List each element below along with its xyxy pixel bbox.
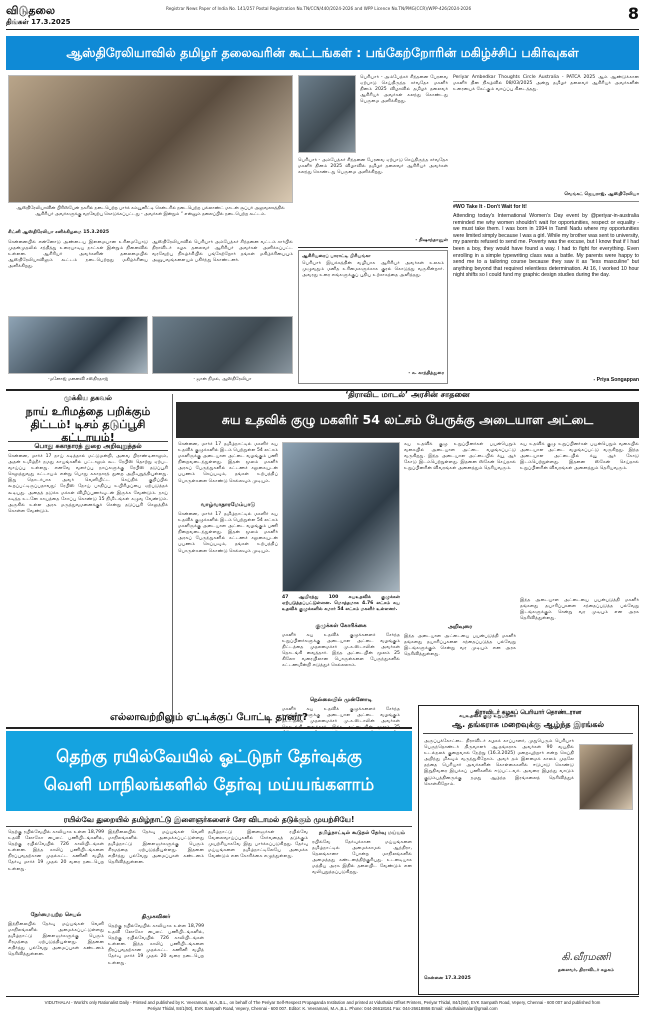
story4-body-col1-2: இந்நிலையில் தேர்வு மய்யங்கள் வெளி மாநிலங்களில் அமைக்கப்பட்டுள்ளது தமிழ்நாட்டு இளைஞர்களுக்கு பெரும் சிரமத்தை ஏற்படுத்தியுள்ளது. இதனை எதிர்த்து பல்வேறு அமைப்புகள் கண்டனம் தெரிவித்துள்ளன.: [8, 922, 104, 958]
story3-body-left: சென்னை, மார்ச் 17 தமிழ்நாட்டில் மகளிர் சுய உதவிக் குழுக்களில் இடம் பெற்றுள்ள 54 லட்சம் மகளிருக்கு அடையாள அட்டை வழங்கும் பணி நிறைவடைந்துள்ளது. இதன் மூலம் மகளிர் அரசுப் பேருந்துகளில் கட்டணச் சலுகையுடன் பயணம் செய்யவும், தங்கள் உற்பத்திப் பொருள்களை கொண்டு செல்லவும் முடியும்.: [178, 442, 278, 484]
tribute-body: அருப்புக்கோட்டை திராவிடர் கழகக் காப்பாளர், முதுபெரும் பெரியார் பெருந்தொண்டர் திருவாளர் ஆ.தங்கராசு அவர்கள் 90 வயதில் உடல்நலக் குறைவால் நேற்று (16.3.2025) மறைவுற்றார் என்ற செய்தி அறிந்து மிகவும் வருந்துகிறோம். அவர் தம் இளமைக் காலம் முதலே தந்தை பெரியார் அவர்களின் கொள்கைகளில் ஈடுபாடு கொண்டு இறுதிவரை இயக்கப் பணிகளில் ஈடுபட்டவர். அவரை இழந்து வாடும் குடும்பத்தினருக்கு நமது ஆழ்ந்த இரங்கலைத் தெரிவித்துக் கொள்கிறோம்.: [424, 739, 574, 787]
story3-body-mid-2: மகளிர் சுய உதவிக் குழுக்களைச் சேர்ந்த உறுப்பினர்களுக்கு அடையாள அட்டை வழங்கும் திட்டத்தை முதலமைச்சர் மு.க.ஸ்டாலின் அவர்கள்: [282, 707, 400, 725]
story2-headline: நாய் உரிமத்தை பறிக்கும் திட்டம்! டிசம் தடுப்பூசி கட்டாயம்!: [25, 405, 151, 444]
meeting-photo-2: [8, 316, 148, 374]
story3-subhead-left: வாழ்வாதாரமேம்பாடு: [200, 502, 256, 508]
tribute-sign-title: தலைவர், திராவிடர் கழகம்: [558, 968, 614, 973]
story3-photo-caption: 47 ஆயிரத்து 100 சுயஉதவிக் குழுக்கள் ஏற்படுத்தப்பட்டுள்ளன. மொத்தமாக 4.76 லட்சம் சுய உதவிக் குழுக்களில் சுமார் 54 லட்சம் மகளிர் உள்ளனர்.: [282, 595, 400, 613]
story4-body-col3: தமிழ்நாட்டு இளைஞர்கள் ரயில்வே வேலைவாய்ப்புகளில் சேர்வதைத் தடுக்கும் முயற்சியாகவே இது பார்க்கப்படுகிறது. தேர்வு மய்யங்களை தமிழ்நாட்டிலேயே அமைக்க வேண்டும் என கோரிக்கை எழுந்துள்ளது.: [208, 830, 308, 860]
newspaper-logo: விடுதலை: [6, 4, 56, 17]
story4-headline-line2: வெளி மாநிலங்களில் தேர்வு மய்யங்களாம்: [43, 775, 375, 795]
story1-right-top-caption: - நிஷாந்தானுள்: [415, 238, 448, 243]
photo2-caption: -மனோஜ் மனைவி சஸ்திரதாஜ்: [47, 377, 108, 382]
masthead: [6, 4, 639, 30]
priyanka-caption: - சு. காந்தித்துரை: [408, 371, 444, 376]
priyanka-heading: ஆசிரியரைப் பாராட்டி பிரியங்கா: [302, 254, 371, 259]
story4-sub-col3: தமிழ்நாட்டில் கூடுதல் தேர்வு மய்யம்: [318, 830, 406, 836]
story3-body-mid: மகளிர் சுய உதவிக் குழுக்களைச் சேர்ந்த உறுப்பினர்களுக்கு அடையாள அட்டை வழங்கும் திட்டத்தை முதலமைச்சர் மு.க.ஸ்டாலின் அவர்கள் தொடங்கி வைத்தார். இந்த அட்டையின் மூலம் 25 கிலோ வரையிலான பொருள்களை பேருந்துகளில் கட்டணமின்றி எடுத்துச் செல்லலாம்.: [282, 633, 400, 669]
page-number: 8: [627, 4, 639, 23]
story2-body: சென்னை, மார்ச் 17 நாய் கடித்தால் மட்டுமன்றி, அவை பிராண்டினாலும், அதன் உமிழ்நீர் நமது காயங்களில் பட்டாலும் கூட ரேபிஸ் தொற்று ஏற்பட வாய்ப்பு உள்ளது. எனவே வளர்ப்பு நாய்களுக்கு ரேபிஸ் தடுப்பூசி செலுத்துவது கட்டாயம் என்று பொது சுகாதாரத் துறை அறிவுறுத்தியுள்ளது. இது தொடர்பாக அவர் வெளியிட்ட செய்திக் குறிப்பில் கூறப்பட்டிருப்பதாவது: ரேபிஸ் நோய் பாதிப்பு உயிரிழப்பை ஏற்படுத்தக் கூடியது. அதைத் தடுக்க மக்கள் விழிப்புணர்வுடன் இருக்க வேண்டும். நாய் கடித்த உடனே காயத்தை சோப்பு கொண்டு 15 நிமிடங்கள் கழுவ வேண்டும். அருகில் உள்ள அரசு மருத்துவமனைக்குச் சென்று தடுப்பூசி செலுத்திக் கொள்ள வேண்டும்.: [8, 454, 168, 514]
story1-middle-body: ஆஸ்திரேலியாவில் பெரியார் அம்பேத்கர் சிந்தனை வட்டம் சார்பில் திராவிடர் கழக தலைவர் ஆசிரியர் அவர்கள் அளிக்கப்பட்ட வரவேற்பு நிகழ்ச்சியில் பங்கேற்றோர் தங்கள் மகிழ்ச்சியையும் அனுபவங்களையும் பகிர்ந்து கொண்டனர்.: [152, 240, 293, 264]
story3-kicker: ‘திராவிட மாடல்’ அரசின் சாதனை: [345, 390, 470, 399]
story1-headline: ஆஸ்திரேலியாவில் தமிழர் தலைவரின் கூட்டங்கள் : பங்கேற்றோரின் மகிழ்ச்சிப் பகிர்வுகள்: [6, 36, 639, 70]
story3-body-far-right-2: இந்த அடையாள அட்டையை பயன்படுத்தி மகளிர் தங்களது தயாரிப்புகளை சந்தைப்படுத்த பல்வேறு இடங்களுக்கும் சென்று வர முடியும் என அரசு தெரிவித்துள்ளது.: [520, 598, 639, 622]
footer-line2: Periyar Thidal, 84/1(50), EVK Sampath Road, Vepery, Chennai - 600 007. Editor: K. Veeramani, M.A.,B.L. Phone: 044-26618161 Fax: 044-26618866 Email: viduthalaimalar@gmail.com: [147, 1005, 498, 1011]
tribute-name-line: ஆ. தங்கராசு மறைவுக்கு ஆழ்ந்த இரங்கல்: [423, 720, 633, 734]
tribute-portrait: [579, 744, 633, 810]
story1-far-right-body: Periyar Ambedkar Thoughts Circle Australia - PATCA 2025 ஆம் ஆண்டுக்கான மகளிர் தின நிகழ்வில் 08/03/2025 அன்று தமிழர் தலைவர் ஆசிரியர் அவர்களின் உரையைக் கேட்கும் வாய்ப்பு கிடைத்தது.: [453, 75, 639, 93]
story3-sign-right: சுயஉதவிக் குழு உறுப்பினர்: [459, 714, 516, 719]
story3-body-left-2: சென்னை, மார்ச் 17 தமிழ்நாட்டில் மகளிர் சுய உதவிக் குழுக்களில் இடம் பெற்றுள்ள 54 லட்சம் மகளிருக்கு அடையாள அட்டை வழங்கும் பணி நிறைவடைந்துள்ளது. இதன் மூலம் மகளிர் அரசுப் பேருந்துகளில் கட்டணச் சலுகையுடன் பயணம் செய்யவும், தங்கள் உற்பத்திப் பொருள்களை கொண்டு செல்லவும் முடியும்.: [178, 512, 278, 554]
photo1-subcaption: சிட்னி ஆஸ்திரேலியா சனிக்கிழமை 15.3.2025: [8, 230, 110, 235]
story4-kicker: எல்லாவற்றிலும் ஏட்டிக்குப் போட்டி தானா?: [110, 712, 308, 723]
story2-subhead: பொது சுகாதாரத் துறை அறிவுறுத்தல்: [8, 441, 168, 451]
secretariat-photo: [282, 442, 400, 592]
story4-sub-col1: நேர்மையற்ற செயல்: [30, 912, 82, 918]
story4-body-col2: இந்நிலையில் தேர்வு மய்யங்கள் வெளி மாநிலங்களில் அமைக்கப்பட்டுள்ளது தமிழ்நாட்டு இளைஞர்களுக்கு பெரும் சிரமத்தை ஏற்படுத்தியுள்ளது. இதனை எதிர்த்து பல்வேறு அமைப்புகள் கண்டனம் தெரிவித்துள்ளன.: [108, 830, 204, 866]
speaker-photo: [298, 75, 356, 153]
story1-right-top-body: பெரியார் - அம்பேத்கர் சிந்தனை பேரவை ஏற்பாடு செய்திருந்த சர்வதேச மகளிர் தினம் 2025 விழாவில் தமிழர் தலைவர் ஆசிரியர் அவர்கள் கலந்து கொண்டது பெருமை அளிக்கிறது.: [360, 75, 448, 105]
footer-line1: VIDUTHALAI - World's only Rationalist Daily - Printed and published by K. Veeramani, M.A.,B.L., on behalf of The Periyar Self-Respect Propaganda Institution and printed at Viduthalai Offset Printers, Periyar Thidal, 84/1(50), EVK Sampath Road, Vepery, Chennai - 600 007 and published from: [44, 1000, 601, 1005]
story1-left-body: சென்னையில் என்னோடு அண்டைய இளமையான உரிமையோடு முதன்முதலில் சந்தித்து உரையாடிய நாட்கள் இன்றும் நினைவில் உள்ளன. ஆசிரியர் அவர்களின் தலைமையில் ஆஸ்திரேலியாவிலும் கூட்டம் நடைபெற்றது மகிழ்ச்சியை அளிக்கிறது.: [8, 240, 148, 270]
story3-subhead-mid2: நெல்லையில் முன்னோடி: [309, 697, 373, 703]
priyanka-box: [298, 250, 448, 384]
story3-body-right: சுய உதவிக் குழு உறுப்பினர்கள் பயன்பெறும் வகையில் அடையாள அட்டை வழங்கப்பட்டு வருகிறது. இந்த அடையாள அட்டையில் க்யூ ஆர் கோடு இடம்பெற்றுள்ளது. இதனை ஸ்கேன் செய்தால் உறுப்பினரின் விவரங்கள் அனைத்தும் தெரியவரும்.: [404, 442, 516, 472]
english-title: #WO Take It - Don't Wait for It!: [453, 204, 527, 210]
tribute-place-date: சென்னை 17.3.2025: [424, 976, 471, 981]
priyanka-body: பெரியார் இயக்கத்தின் வழியாக ஆசிரியர் அவர்கள் உலகம் முழுவதும் மனித உரிமைகளுக்காக குரல் கொடுத்து வருகின்றார். அவரது உரை எங்களுக்குப் புதிய உற்சாகத்தை அளித்தது.: [302, 261, 444, 279]
story1-right-extra: பெரியார் - அம்பேத்கர் சிந்தனை பேரவை ஏற்பாடு செய்திருந்த சர்வதேச மகளிர் தினம் 2025 விழாவில் தமிழர் தலைவர் ஆசிரியர் அவர்கள் கலந்து கொண்டது பெருமை அளிக்கிறது.: [298, 158, 448, 176]
story2-kicker: முக்கிய தகவல்: [64, 394, 112, 402]
story3-body-far-right: சுய உதவிக் குழு உறுப்பினர்கள் பயன்பெறும் வகையில் அடையாள அட்டை வழங்கப்பட்டு வருகிறது. இந்த அடையாள அட்டையில் க்யூ ஆர் கோடு இடம்பெற்றுள்ளது. இதனை ஸ்கேன் செய்தால் உறுப்பினரின் விவரங்கள் அனைத்தும் தெரியவரும்.: [520, 442, 639, 472]
registration-info: Registrar News Paper of India No. 141/257 Postal Registration No.TN/CCN/440/2024-2026 and WPP Licence No.TN/PMG(CCR)/WPP-426/2024-2026: [166, 6, 472, 11]
story4-sub-col2: திமுகவினர்: [141, 914, 171, 920]
meeting-photo-1: [8, 75, 293, 203]
issue-date: திங்கள் 17.3.2025: [6, 18, 71, 26]
story4-headline-box: [6, 731, 412, 811]
tribute-heading: திராவிடர் கழகப் பெரியார் தொண்டரான: [474, 710, 582, 716]
story3-subhead-mid: குழுக்கள் கோரிக்கை: [315, 623, 367, 629]
story4-subhead: ரயில்வே துறையில் தமிழ்நாட்டு இளைஞர்களைச் சேர விடாமல் தடுக்கும் முயற்சியே!: [6, 815, 412, 827]
tribute-box: [418, 705, 639, 995]
english-sign: - Priya Songappan: [593, 377, 639, 383]
story3-headline: சுய உதவிக் குழு மகளிர் 54 லட்சம் பேருக்கு அடையாள அட்டை: [176, 402, 639, 438]
story4-body-col2-2: தெற்கு ரயில்வேயில் காலியாக உள்ள 18,799 உதவி லோகோ பைலட் பணியிடங்களில், தெற்கு ரயில்வேயில் 726 காலியிடங்கள் உள்ளன. இந்த காலிப் பணியிடங்களை நிரப்புவதற்கான முதல்கட்ட கணினி வழித் தேர்வு மார்ச் 19 முதல் 20 வரை நடைபெற உள்ளது.: [108, 924, 204, 966]
photo1-caption: ஆஸ்திரேலியாவின் பிரிஸ்பேன் நகரில் நடைபெற்ற பார்க் கம்யூனிட்டி சென்டரில் நடைபெற்ற பல்லாண்ட் மாடன் சூப்பர் அலுவலகத்தில் ஆசிரியர் அவர்களுக்கு வரவேற்பு கொடுக்கப்பட்டது - அவர்கள் இன்றும் “ என்னும் தலைப்பில் நடைபெற்ற கூட்டம்.: [16, 206, 285, 217]
story4-body-col1: தெற்கு ரயில்வேயில் காலியாக உள்ள 18,799 உதவி லோகோ பைலட் பணியிடங்களில், தெற்கு ரயில்வேயில் 726 காலியிடங்கள் உள்ளன. இந்த காலிப் பணியிடங்களை நிரப்புவதற்கான முதல்கட்ட கணினி வழித் தேர்வு மார்ச் 19 முதல் 20 வரை நடைபெற உள்ளது.: [8, 830, 104, 872]
story3-body-right-2: இந்த அடையாள அட்டையை பயன்படுத்தி மகளிர் தங்களது தயாரிப்புகளை சந்தைப்படுத்த பல்வேறு இடங்களுக்கும் சென்று வர முடியும் என அரசு தெரிவித்துள்ளது.: [404, 634, 516, 658]
photo3-caption: - ஜான் நிமல், ஆஸ்திரேலியா: [193, 377, 252, 382]
english-body: Attending today's International Women's Day event by @periyar-in-australia reminded me why women shouldn't wait for opportunities, respect or equality - we must take them. I was born in 1994 in Tamil Nadu where my opportunities were limited simply because I was a girl. While my brother was sent to university, my parents refused to send me. Poverty was the excuse, but I know that if I had been a boy, they would have found a way. I had to fight for everything. Even enrolling in a simple typewriting class was a battle. My parents were happy to send me to a tailoring course because they saw it as "less masculine" but anything beyond that required relentless determination. At 16, I worked 10 hour night shifts so I could fund my graphic design studies during the day.: [453, 213, 639, 279]
tribute-sign-name: கி.வீரமணி: [561, 952, 611, 963]
story4-headline-line1: தெற்கு ரயில்வேயில் ஓட்டுநர் தேர்வுக்கு: [56, 747, 362, 767]
story3-subhead-right: அறிவுரை: [447, 624, 473, 630]
meeting-photo-3: [152, 316, 293, 374]
story4-body-col4: ரயில்வே தேர்வுக்கான மய்யங்களை தமிழ்நாட்டில் அமைக்காமல் ஆந்திரா, தெலங்கானா போன்ற மாநிலங்களில் அமைத்தது கண்டனத்திற்குரியது. உடனடியாக மத்திய அரசு இதில் தலையிட வேண்டும் என வலியுறுத்தப்படுகிறது.: [312, 840, 412, 876]
story1-far-right-caption: வெங்கட் ஜெயராஜ், ஆஸ்திரேலியா: [564, 192, 639, 197]
footer: [6, 996, 639, 1020]
